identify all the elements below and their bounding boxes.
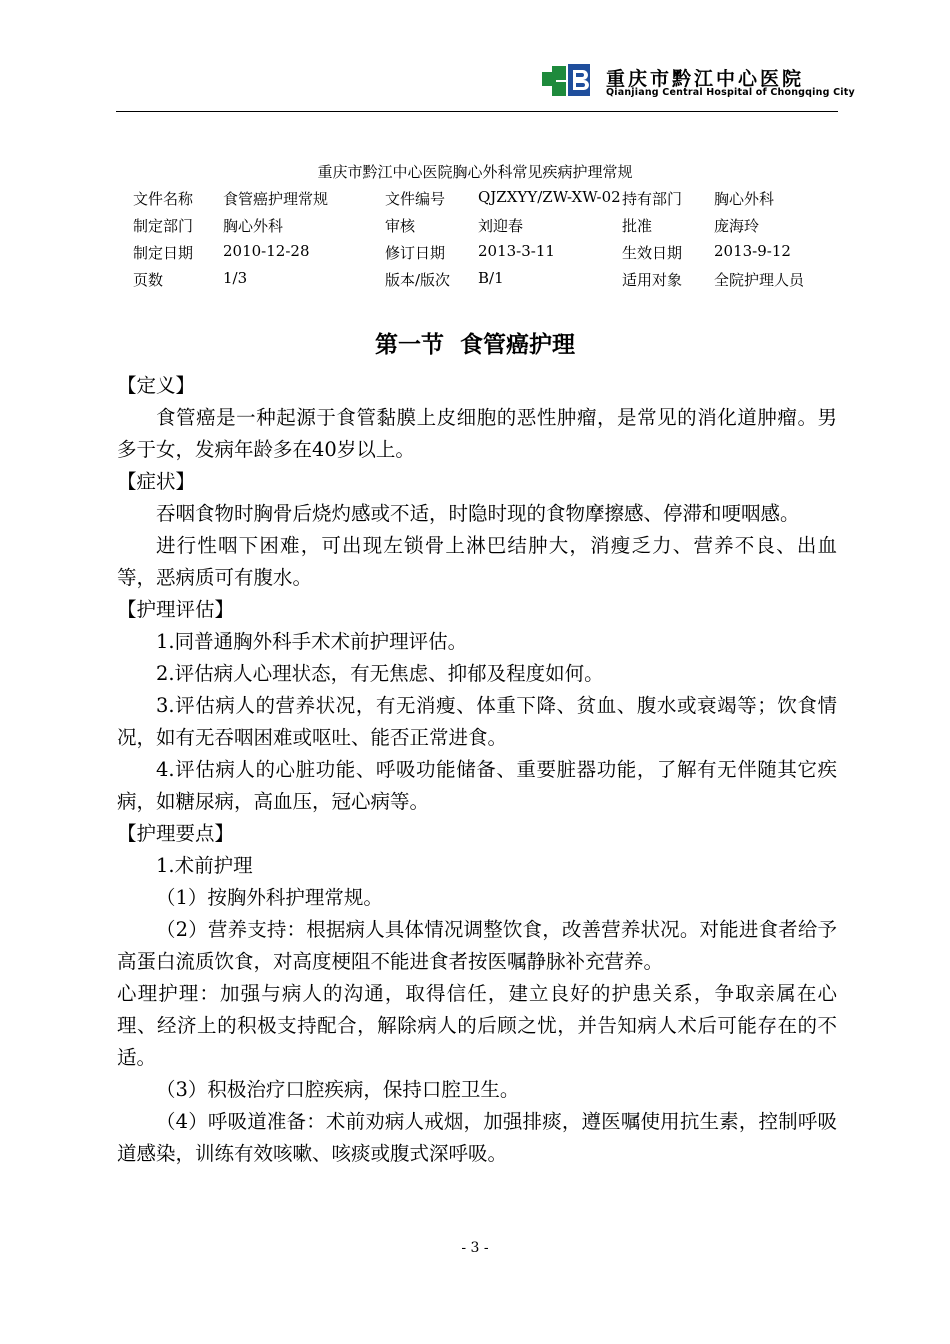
meta-value: 食管癌护理常规	[223, 190, 329, 208]
meta-value: 全院护理人员	[714, 271, 805, 289]
meta-label: 审核	[385, 217, 416, 235]
paragraph: 心理护理：加强与病人的沟通，取得信任，建立良好的护患关系，争取亲属在心理、经济上的积极支持配合，解除病人的后顾之忧，并告知病人术后可能存在的不适。	[117, 982, 837, 1069]
meta-label: 版本/版次	[385, 271, 451, 289]
page-number: - 3 -	[461, 1240, 489, 1256]
hospital-emblem-icon	[542, 62, 596, 98]
list-item: 1.术前护理	[156, 854, 253, 877]
meta-value: 胸心外科	[223, 217, 284, 235]
document-body	[117, 370, 837, 1170]
meta-label: 页数	[133, 271, 164, 289]
meta-value: 胸心外科	[714, 190, 775, 208]
heading-nursing-points: 【护理要点】	[117, 822, 235, 845]
paragraph: 食管癌是一种起源于食管黏膜上皮细胞的恶性肿瘤，是常见的消化道肿瘤。男多于女，发病年龄多在40岁以上。	[117, 406, 837, 461]
list-item: （2）营养支持：根据病人具体情况调整饮食，改善营养状况。对能进食者给予高蛋白流质饮食，对高度梗阻不能进食者按医嘱静脉补充营养。	[117, 918, 837, 973]
heading-nursing-assessment: 【护理评估】	[117, 598, 235, 621]
meta-label: 文件名称	[133, 190, 194, 208]
meta-label: 持有部门	[622, 190, 683, 208]
list-item: （4）呼吸道准备：术前劝病人戒烟，加强排痰，遵医嘱使用抗生素，控制呼吸道感染，训练有效咳嗽、咳痰或腹式深呼吸。	[117, 1110, 837, 1165]
meta-label: 制定日期	[133, 244, 194, 262]
meta-value: QJZXYY/ZW-XW-02	[478, 188, 621, 206]
paragraph: 进行性咽下困难，可出现左锁骨上淋巴结肿大，消瘦乏力、营养不良、出血等，恶病质可有腹水。	[117, 534, 837, 589]
meta-value: B/1	[478, 269, 504, 287]
meta-value: 1/3	[223, 269, 248, 287]
list-item: （3）积极治疗口腔疾病，保持口腔卫生。	[156, 1078, 520, 1101]
list-item: 3.评估病人的营养状况，有无消瘦、体重下降、贫血、腹水或衰竭等；饮食情况，如有无吞咽困难或呕吐、能否正常进食。	[117, 694, 837, 749]
meta-label: 制定部门	[133, 217, 194, 235]
hospital-name-en: Qianjiang Central Hospital of Chongqing City	[606, 87, 855, 98]
section-title: 第一节 食管癌护理	[374, 332, 575, 358]
document-title: 重庆市黔江中心医院胸心外科常见疾病护理常规	[317, 163, 633, 181]
meta-label: 批准	[622, 217, 653, 235]
list-item: （1）按胸外科护理常规。	[156, 886, 383, 909]
paragraph: 吞咽食物时胸骨后烧灼感或不适，时隐时现的食物摩擦感、停滞和哽咽感。	[156, 502, 800, 525]
list-item: 1.同普通胸外科手术术前护理评估。	[156, 630, 468, 653]
meta-label: 生效日期	[622, 244, 683, 262]
meta-label: 文件编号	[385, 190, 446, 208]
meta-value: 2013-9-12	[714, 242, 791, 260]
meta-label: 修订日期	[385, 244, 446, 262]
meta-value: 2013-3-11	[478, 242, 555, 260]
meta-value: 刘迎春	[478, 217, 524, 235]
list-item: 2.评估病人心理状态，有无焦虑、抑郁及程度如何。	[156, 662, 604, 685]
heading-symptoms: 【症状】	[117, 470, 196, 493]
list-item: 4.评估病人的心脏功能、呼吸功能储备、重要脏器功能，了解有无伴随其它疾病，如糖尿病，高血压，冠心病等。	[117, 758, 837, 813]
hospital-name-cn: 重庆市黔江中心医院	[606, 68, 805, 90]
meta-value: 2010-12-28	[223, 242, 310, 260]
hospital-logo	[542, 62, 855, 102]
header-divider	[116, 111, 838, 112]
heading-definition: 【定义】	[117, 374, 196, 397]
meta-label: 适用对象	[622, 271, 683, 289]
meta-value: 庞海玲	[714, 217, 760, 235]
